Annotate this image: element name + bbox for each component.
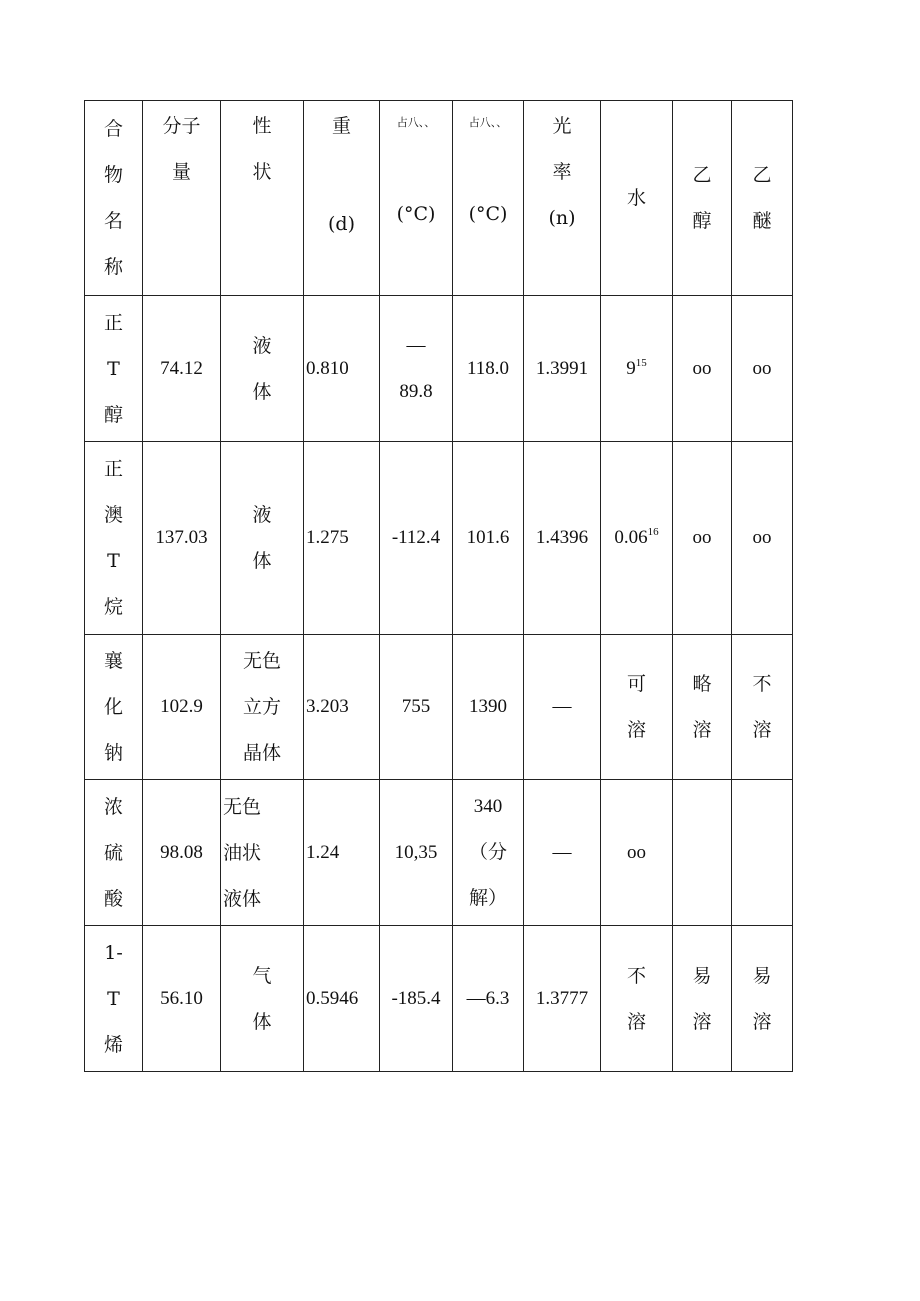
boiling-point: —6.3 [453, 926, 524, 1072]
physical-state: 液 体 [221, 296, 304, 442]
ethanol-solubility: oo [673, 442, 732, 635]
water-solubility: 0.06$^{16}$ [601, 442, 673, 635]
refractive-index: — [524, 635, 601, 780]
header-ether: 乙 醚 [732, 101, 793, 296]
ether-solubility: 易 溶 [732, 926, 793, 1072]
physical-state: 无色 油状 液体 [221, 780, 304, 926]
refractive-index: — [524, 780, 601, 926]
compound-name: 正 T 醇 [85, 296, 143, 442]
table-row [85, 926, 793, 1072]
compound-name: 1- T 烯 [85, 926, 143, 1072]
boiling-point: 1390 [453, 635, 524, 780]
physical-state: 无色 立方 晶体 [221, 635, 304, 780]
boiling-point: 340 （分 解） [453, 780, 524, 926]
header-density: 重 (d) [304, 101, 380, 296]
header-refractive-index: 光 率 (n) [524, 101, 601, 296]
melting-point: 755 [380, 635, 453, 780]
header-melting-point: 占八、、 (°C) [380, 101, 453, 296]
table-row [85, 296, 793, 442]
ethanol-solubility: 略 溶 [673, 635, 732, 780]
header-row [85, 101, 793, 296]
header-state: 性 状 [221, 101, 304, 296]
refractive-index: 1.4396 [524, 442, 601, 635]
density: 0.5946 [304, 926, 380, 1072]
molecular-weight: 98.08 [143, 780, 221, 926]
ethanol-solubility: oo [673, 296, 732, 442]
table-row [85, 635, 793, 780]
ether-solubility: 不 溶 [732, 635, 793, 780]
physical-state: 液 体 [221, 442, 304, 635]
header-boiling-point: 占八、、 (°C) [453, 101, 524, 296]
melting-point: -112.4 [380, 442, 453, 635]
table-row [85, 780, 793, 926]
boiling-point: 101.6 [453, 442, 524, 635]
density: 1.24 [304, 780, 380, 926]
ether-solubility: oo [732, 442, 793, 635]
refractive-index: 1.3777 [524, 926, 601, 1072]
header-ethanol: 乙 醇 [673, 101, 732, 296]
physical-state: 气 体 [221, 926, 304, 1072]
water-solubility: 可 溶 [601, 635, 673, 780]
properties-table [84, 100, 793, 1072]
compound-name: 浓 硫 酸 [85, 780, 143, 926]
melting-point: — 89.8 [380, 296, 453, 442]
density: 1.275 [304, 442, 380, 635]
header-name: 合 物 名 称 [85, 101, 143, 296]
refractive-index: 1.3991 [524, 296, 601, 442]
density: 0.810 [304, 296, 380, 442]
ethanol-solubility: 易 溶 [673, 926, 732, 1072]
ethanol-solubility [673, 780, 732, 926]
ether-solubility: oo [732, 296, 793, 442]
melting-point: -185.4 [380, 926, 453, 1072]
molecular-weight: 137.03 [143, 442, 221, 635]
molecular-weight: 74.12 [143, 296, 221, 442]
molecular-weight: 56.10 [143, 926, 221, 1072]
header-water: 水 [601, 101, 673, 296]
table-row [85, 442, 793, 635]
boiling-point: 118.0 [453, 296, 524, 442]
melting-point: 10,35 [380, 780, 453, 926]
header-molecular-weight: 分子 量 [143, 101, 221, 296]
water-solubility: $9^{15}$ [601, 296, 673, 442]
compound-name: 正 澳 T 烷 [85, 442, 143, 635]
molecular-weight: 102.9 [143, 635, 221, 780]
density: 3.203 [304, 635, 380, 780]
water-solubility: 不 溶 [601, 926, 673, 1072]
ether-solubility [732, 780, 793, 926]
compound-name: 襄 化 钠 [85, 635, 143, 780]
water-solubility: oo [601, 780, 673, 926]
